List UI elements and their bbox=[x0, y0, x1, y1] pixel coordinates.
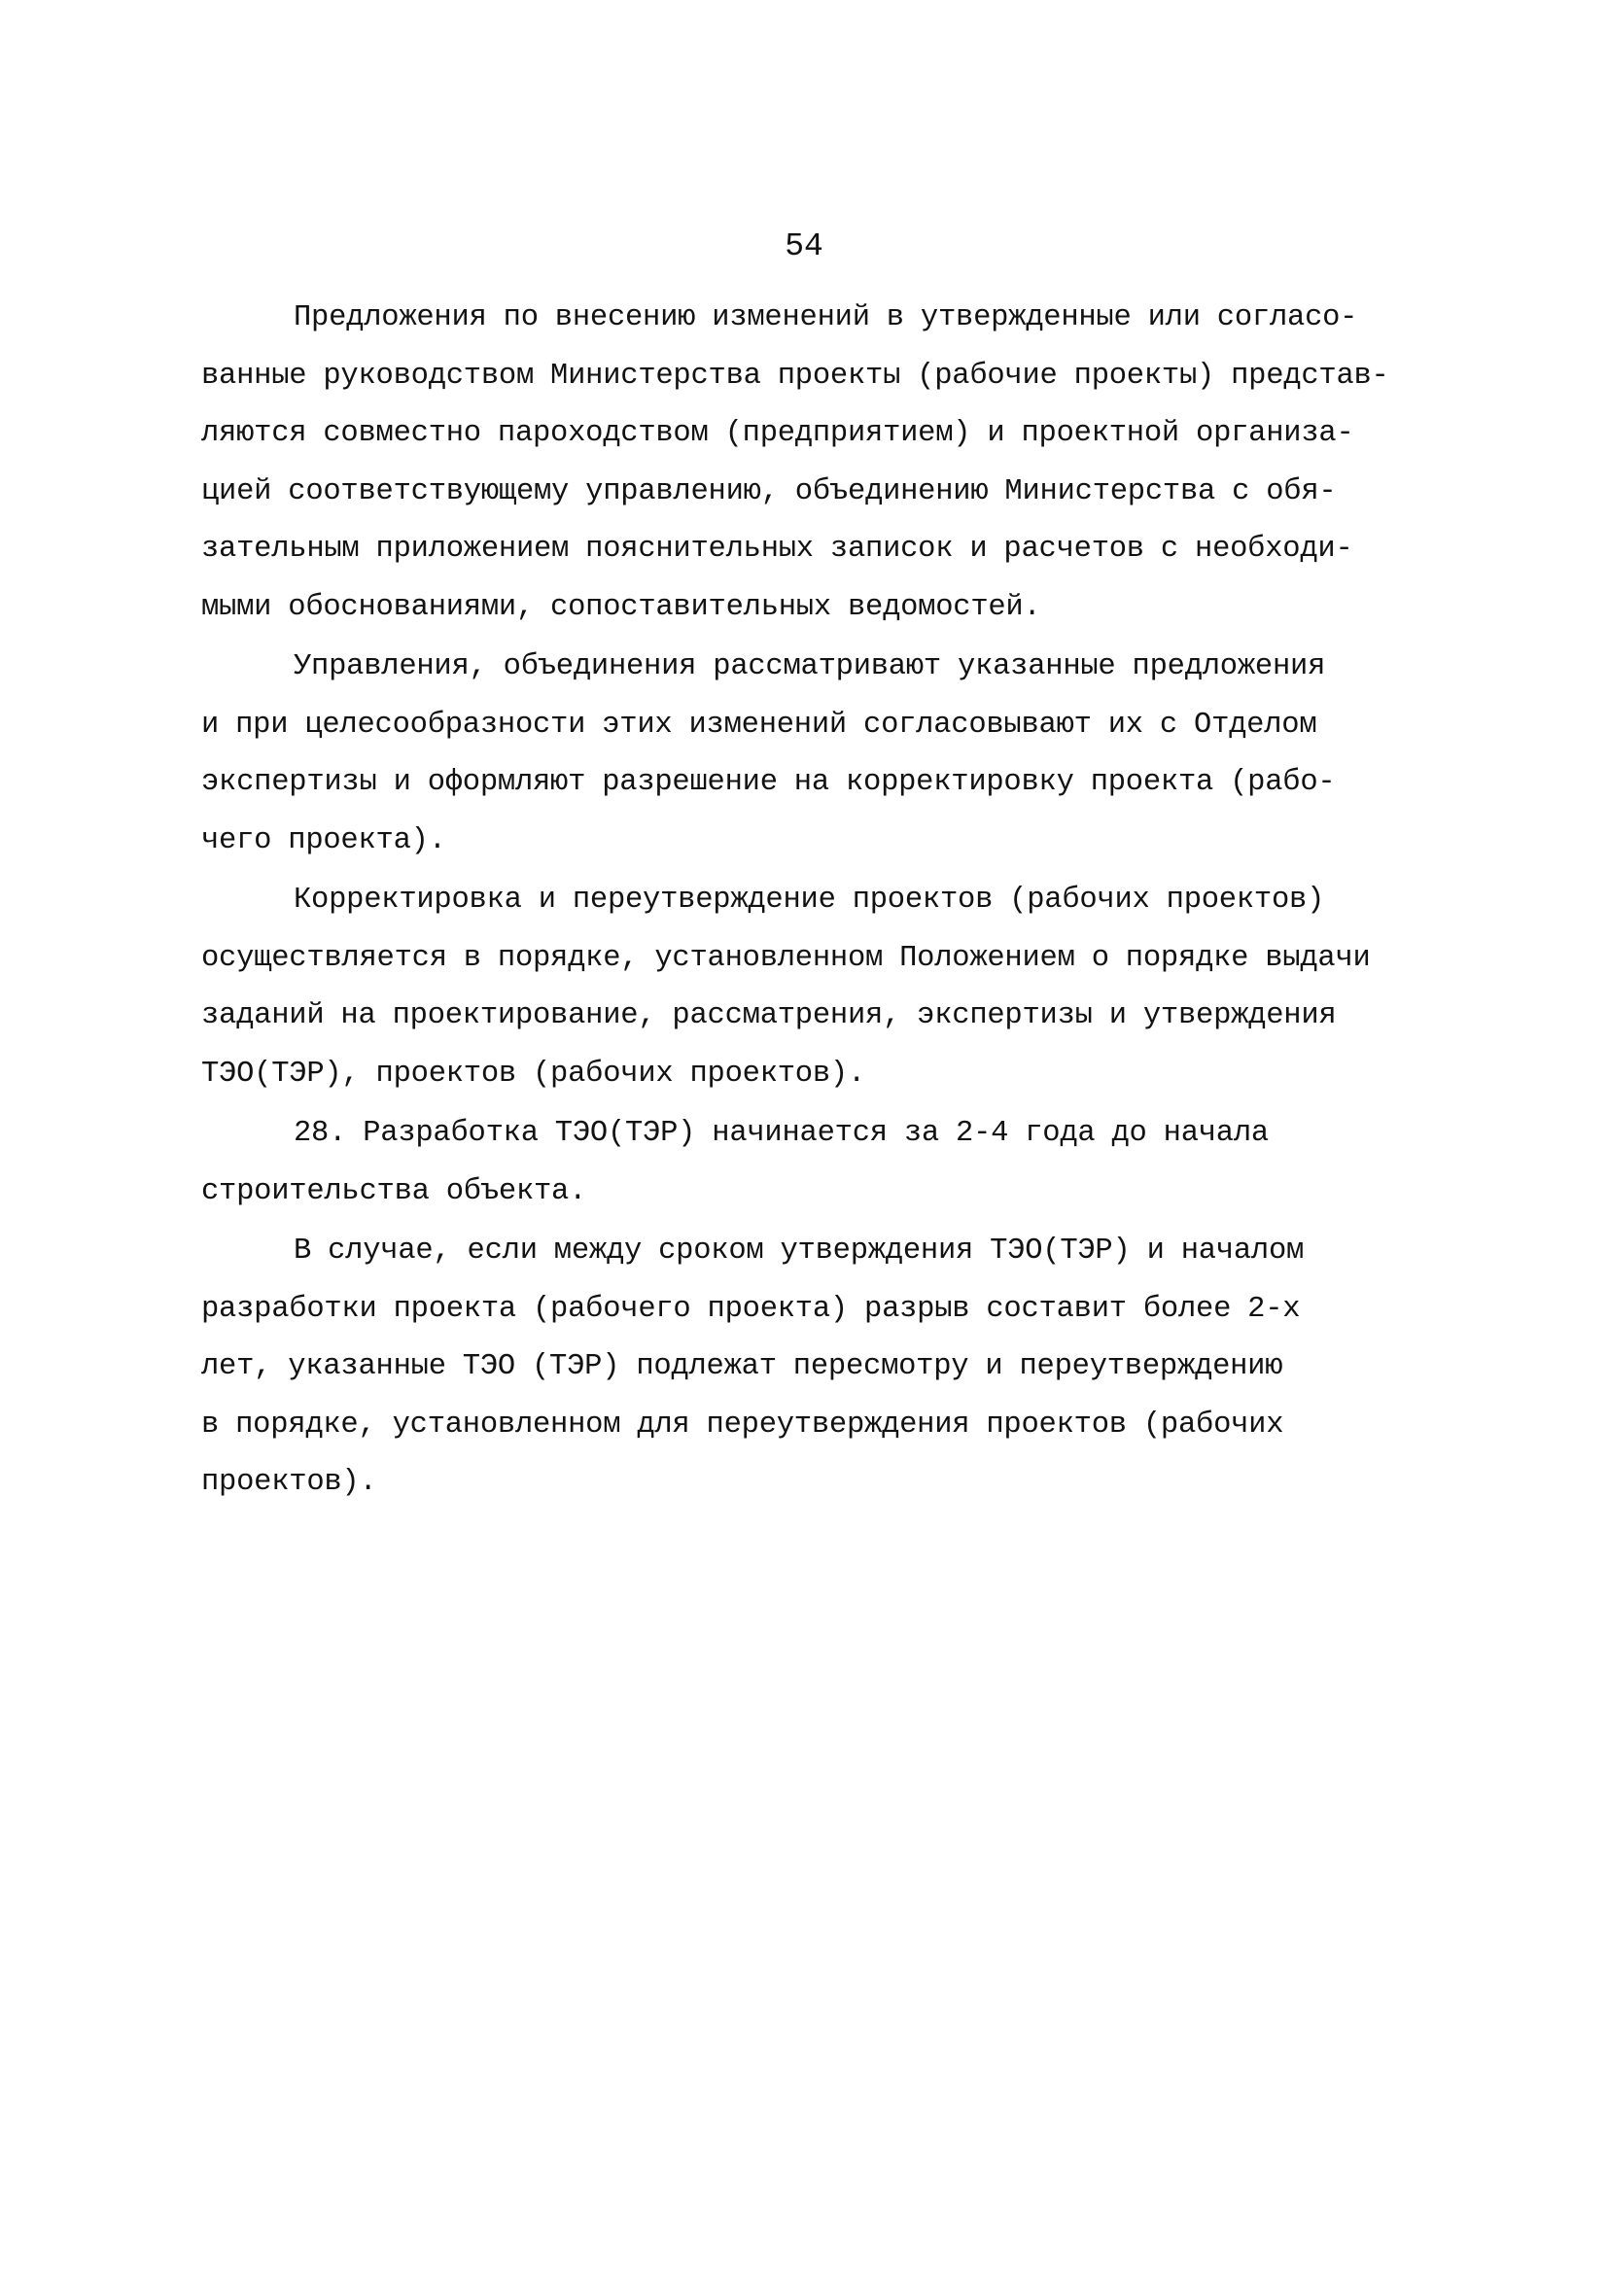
text-line: цией соответствующему управлению, объединению Министерства с обя- bbox=[201, 474, 1337, 508]
text-line: разработки проекта (рабочего проекта) разрыв составит более 2-х bbox=[201, 1292, 1301, 1326]
text-line: заданий на проектирование, рассматрения, экспертизы и утверждения bbox=[201, 999, 1337, 1032]
text-line: строительства объекта. bbox=[201, 1174, 587, 1208]
text-line: Предложения по внесению изменений в утвержденные или согласо- bbox=[294, 301, 1358, 334]
text-line: и при целесообразности этих изменений согласовывают их с Отделом bbox=[201, 708, 1317, 742]
text-line: Управления, объединения рассматривают указанные предложения bbox=[294, 650, 1326, 683]
text-line: мыми обоснованиями, сопоставительных ведомостей. bbox=[201, 590, 1041, 624]
text-line: лет, указанные ТЭО (ТЭР) подлежат пересмотру и переутверждению bbox=[201, 1350, 1283, 1383]
paragraph-departments bbox=[201, 639, 1426, 870]
text-line: зательным приложением пояснительных записок и расчетов с необходи- bbox=[201, 533, 1353, 566]
text-line: чего проекта). bbox=[201, 823, 446, 857]
text-line: в порядке, установленном для переутверждения проектов (рабочих bbox=[201, 1408, 1284, 1442]
text-line: Корректировка и переутверждение проектов (рабочих проектов) bbox=[294, 884, 1325, 917]
text-line: ляются совместно пароходством (предприятием) и проектной организа- bbox=[201, 417, 1354, 450]
paragraph-gap-case bbox=[201, 1223, 1426, 1513]
paragraph-correction bbox=[201, 872, 1426, 1103]
document-body bbox=[201, 290, 1426, 1514]
text-line: экспертизы и оформляют разрешение на корректировку проекта (рабо- bbox=[201, 766, 1336, 799]
text-line: осуществляется в порядке, установленном Положением о порядке выдачи bbox=[201, 941, 1371, 975]
text-line: В случае, если между сроком утверждения ТЭО(ТЭР) и началом bbox=[294, 1235, 1305, 1268]
text-line: 28. Разработка ТЭО(ТЭР) начинается за 2-4 года до начала bbox=[294, 1117, 1269, 1150]
page-number: 54 bbox=[785, 228, 823, 264]
text-line: проектов). bbox=[201, 1466, 377, 1499]
text-line: ТЭО(ТЭР), проектов (рабочих проектов). bbox=[201, 1057, 866, 1091]
paragraph-item-28 bbox=[201, 1105, 1426, 1221]
text-line: ванные руководством Министерства проекты (рабочие проекты) представ- bbox=[201, 359, 1389, 393]
paragraph-proposals bbox=[201, 290, 1426, 637]
